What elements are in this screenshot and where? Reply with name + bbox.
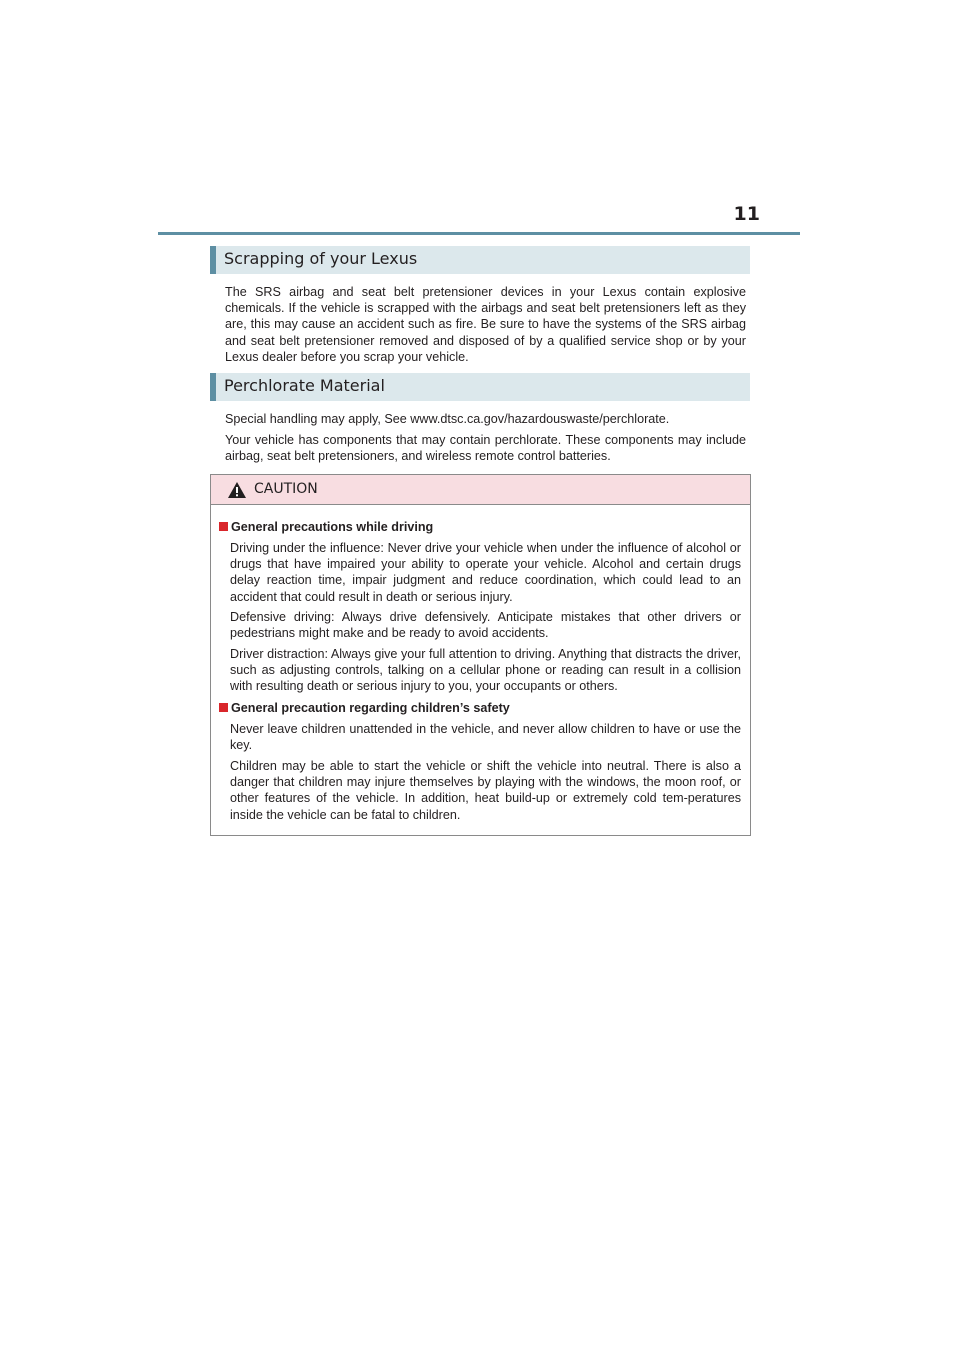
top-rule (158, 232, 800, 235)
page-number: 11 (733, 203, 760, 225)
red-square-bullet-icon (219, 522, 228, 531)
caution-paragraph: Driver distraction: Always give your full attention to driving. Anything that distracts the driver, such as adjusting controls, talking on a cellular phone or reading can result in a collision with resulting death or serious injury to you, your occupants or others. (230, 647, 741, 694)
section-header-scrapping (210, 246, 750, 274)
perchlorate-link-paragraph: Special handling may apply, See www.dtsc.ca.gov/hazardouswaste/perchlorate. (225, 412, 670, 426)
red-square-bullet-icon (219, 703, 228, 712)
heading-text: General precaution regarding children’s safety (231, 701, 510, 715)
caution-paragraph: Defensive driving: Always drive defensively. Anticipate mistakes that other drivers or pedestrians might make and be ready to avoid accidents. (230, 610, 741, 641)
caution-header (211, 475, 750, 505)
section-title: Scrapping of your Lexus (224, 249, 418, 268)
section-header-perchlorate (210, 373, 750, 401)
caution-paragraph: Children may be able to start the vehicle or shift the vehicle into neutral. There is also a danger that children may injure themselves by playing with the windows, the moon roof, or other features of the vehicle. In addition, heat build-up or extremely cold tem-peratures inside the vehicle can be fatal to children. (230, 759, 741, 822)
caution-item-heading (219, 519, 433, 535)
heading-text: General precautions while driving (231, 520, 434, 534)
caution-paragraph: Driving under the influence: Never drive your vehicle when under the influence of alcohol or drugs that have impaired your ability to operate your vehicle. Alcohol and certain drugs delay reaction time, impair judgment and reduce coordination, which could lead to an accident that could result in death or serious injury. (230, 541, 741, 604)
warning-triangle-icon (227, 481, 247, 499)
perchlorate-paragraph: Your vehicle has components that may contain perchlorate. These components may include airbag, seat belt pretensioners, and wireless remote control batteries. (225, 433, 746, 464)
caution-label: CAUTION (254, 481, 318, 497)
scrapping-paragraph: The SRS airbag and seat belt pretensioner devices in your Lexus contain explosive chemicals. If the vehicle is scrapped with the airbags and seat belt pretensioners left as they are, this may cause an accident such as fire. Be sure to have the systems of the SRS airbag and seat belt pretensioner removed and disposed of by a qualified service shop or by your Lexus dealer before you scrap your vehicle. (225, 285, 746, 364)
caution-box (210, 474, 751, 836)
caution-paragraph: Never leave children unattended in the vehicle, and never allow children to have or use the key. (230, 722, 741, 753)
caution-item-heading (219, 700, 510, 716)
section-title: Perchlorate Material (224, 376, 385, 395)
